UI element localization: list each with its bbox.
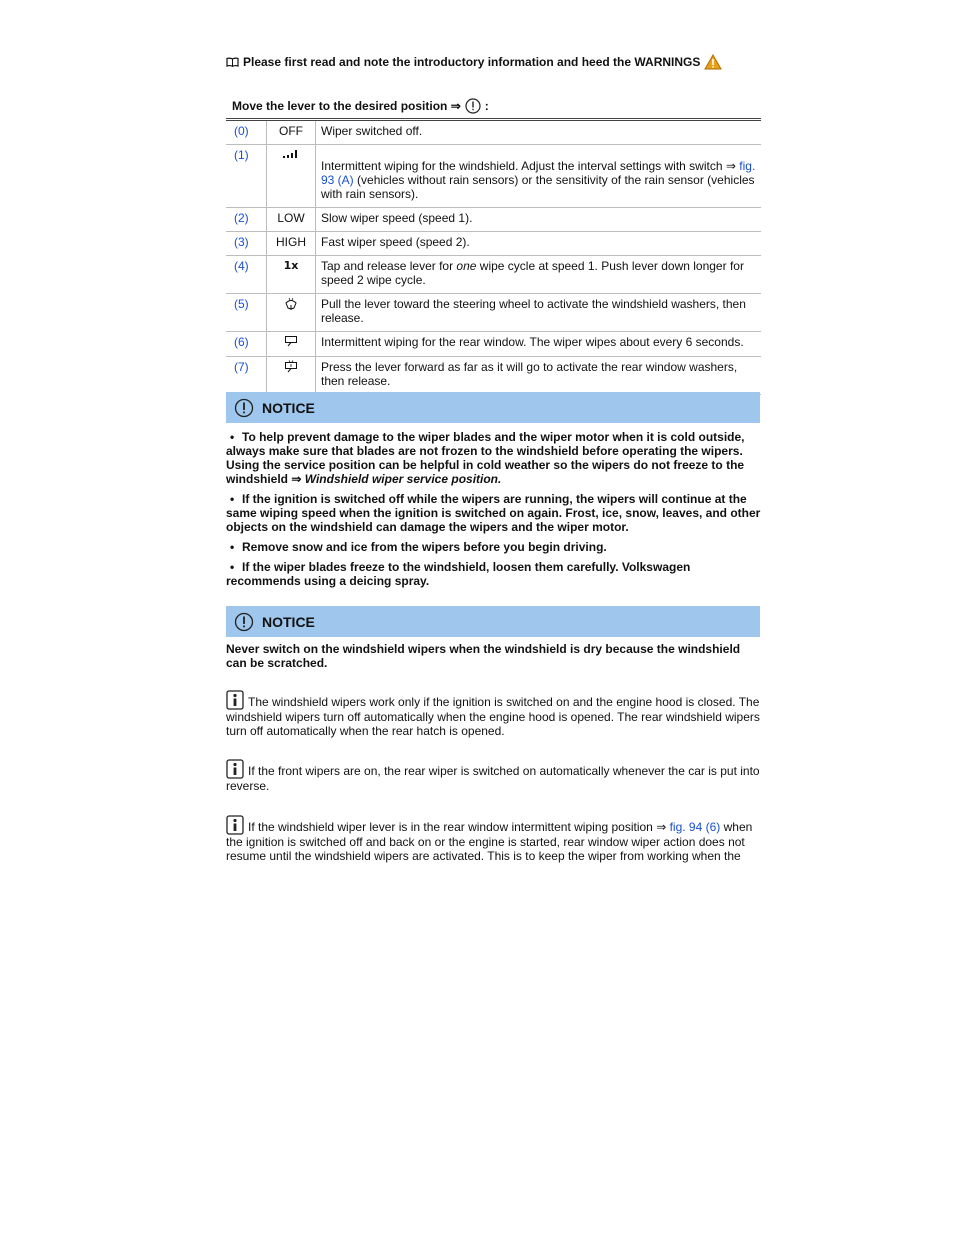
position-description: Intermittent wiping for the rear window. The wiper wipes about every 6 seconds. <box>316 332 762 357</box>
wiper-positions-table <box>226 118 761 395</box>
service-position-link[interactable]: Windshield wiper service position. <box>304 472 502 486</box>
list-item: • If the ignition is switched off while the wipers are running, the wipers will continue at the same wiping speed when the ignition is switched on again. Frost, ice, snow, leaves, and other objects on the windshield can damage the wipers and the wiper motor. <box>226 492 761 534</box>
info-icon <box>226 815 244 835</box>
notice-header <box>226 392 760 423</box>
fig-94-link[interactable]: fig. 94 (6) <box>669 820 721 834</box>
position-number[interactable]: (2) <box>226 208 267 232</box>
list-item: • Remove snow and ice from the wipers before you begin driving. <box>230 540 607 554</box>
intro-text: Please first read and note the introductory information and heed the WARNINGS <box>243 55 701 69</box>
position-number[interactable]: (5) <box>226 294 267 332</box>
table-row <box>226 208 761 232</box>
position-description: Pull the lever toward the steering wheel to activate the windshield washers, then release. <box>316 294 762 332</box>
notice-icon <box>234 612 254 632</box>
position-symbol: HIGH <box>267 232 316 256</box>
notice-title: NOTICE <box>262 399 315 416</box>
info-icon <box>226 690 244 710</box>
position-symbol <box>267 145 316 208</box>
table-row <box>226 332 761 357</box>
position-number[interactable]: (1) <box>226 145 267 208</box>
book-icon <box>226 57 239 67</box>
table-row <box>226 294 761 332</box>
position-number[interactable]: (4) <box>226 256 267 294</box>
rear-wiper-icon <box>284 335 298 347</box>
fig-93-link[interactable]: fig. 93 (A) <box>321 159 756 187</box>
info-note: If the front wipers are on, the rear wiper is switched on automatically whenever the car is put into reverse. <box>226 759 761 793</box>
table-row <box>226 145 761 208</box>
position-symbol: LOW <box>267 208 316 232</box>
list-item: • To help prevent damage to the wiper blades and the wiper motor when it is cold outside, always make sure that blades are not frozen to the windshield before operating the wipers. Using the service position can be helpful in cold weather so the wipers do not freeze to the windshield ⇒ Windshield wiper service position. <box>226 430 745 486</box>
position-number[interactable]: (6) <box>226 332 267 357</box>
intro-line <box>226 54 786 70</box>
interval-icon <box>282 149 300 159</box>
notice-text: Never switch on the windshield wipers when the windshield is dry because the windshield can be scratched. <box>226 642 741 670</box>
info-note: The windshield wipers work only if the ignition is switched on and the engine hood is closed. The windshield wipers turn off automatically when the engine hood is opened. The rear windshield wipers turn off automatically when the rear hatch is opened. <box>226 690 761 738</box>
lead-line <box>232 98 489 114</box>
info-icon <box>226 759 244 779</box>
position-symbol <box>267 332 316 357</box>
position-number[interactable]: (0) <box>226 120 267 145</box>
position-number[interactable]: (7) <box>226 357 267 395</box>
position-description: Fast wiper speed (speed 2). <box>316 232 762 256</box>
position-description: Press the lever forward as far as it will go to activate the rear window washers, then release. <box>316 357 762 395</box>
position-description: Tap and release lever for one wipe cycle at speed 1. Push lever down longer for speed 2 wipe cycle. <box>316 256 762 294</box>
position-description: Intermittent wiping for the windshield. Adjust the interval settings with switch ⇒ fig. 93 (A) (vehicles without rain sensors) or the sensitivity of the rain sensor (vehicles with rain sensors). <box>316 145 762 208</box>
position-description: Wiper switched off. <box>316 120 762 145</box>
lead-text: Move the lever to the desired position ⇒ <box>232 99 461 113</box>
warning-triangle-icon[interactable] <box>704 54 722 70</box>
notice-circle-icon[interactable] <box>465 98 481 114</box>
notice-title: NOTICE <box>262 613 315 630</box>
position-number[interactable]: (3) <box>226 232 267 256</box>
notice-icon <box>234 398 254 418</box>
table-row <box>226 357 761 395</box>
list-item: • If the wiper blades freeze to the windshield, loosen them carefully. Volkswagen recommends using a deicing spray. <box>226 560 691 588</box>
lead-suffix: : <box>484 99 489 113</box>
notice-list <box>226 430 761 594</box>
info-note: If the windshield wiper lever is in the rear window intermittent wiping position ⇒ fig. 94 (6) when the ignition is switched off and back on or the engine is started, rear window wiper action does not resume until the windshield wipers are activated. This is to keep the wiper from working when the <box>226 815 761 863</box>
table-row <box>226 256 761 294</box>
position-description: Slow wiper speed (speed 1). <box>316 208 762 232</box>
notice-header <box>226 606 760 637</box>
position-symbol <box>267 294 316 332</box>
table-row <box>226 232 761 256</box>
rear-washer-icon <box>284 360 298 373</box>
position-symbol: 1x <box>267 256 316 294</box>
position-symbol: OFF <box>267 120 316 145</box>
table-row <box>226 120 761 145</box>
washer-front-icon <box>284 297 298 311</box>
position-symbol <box>267 357 316 395</box>
